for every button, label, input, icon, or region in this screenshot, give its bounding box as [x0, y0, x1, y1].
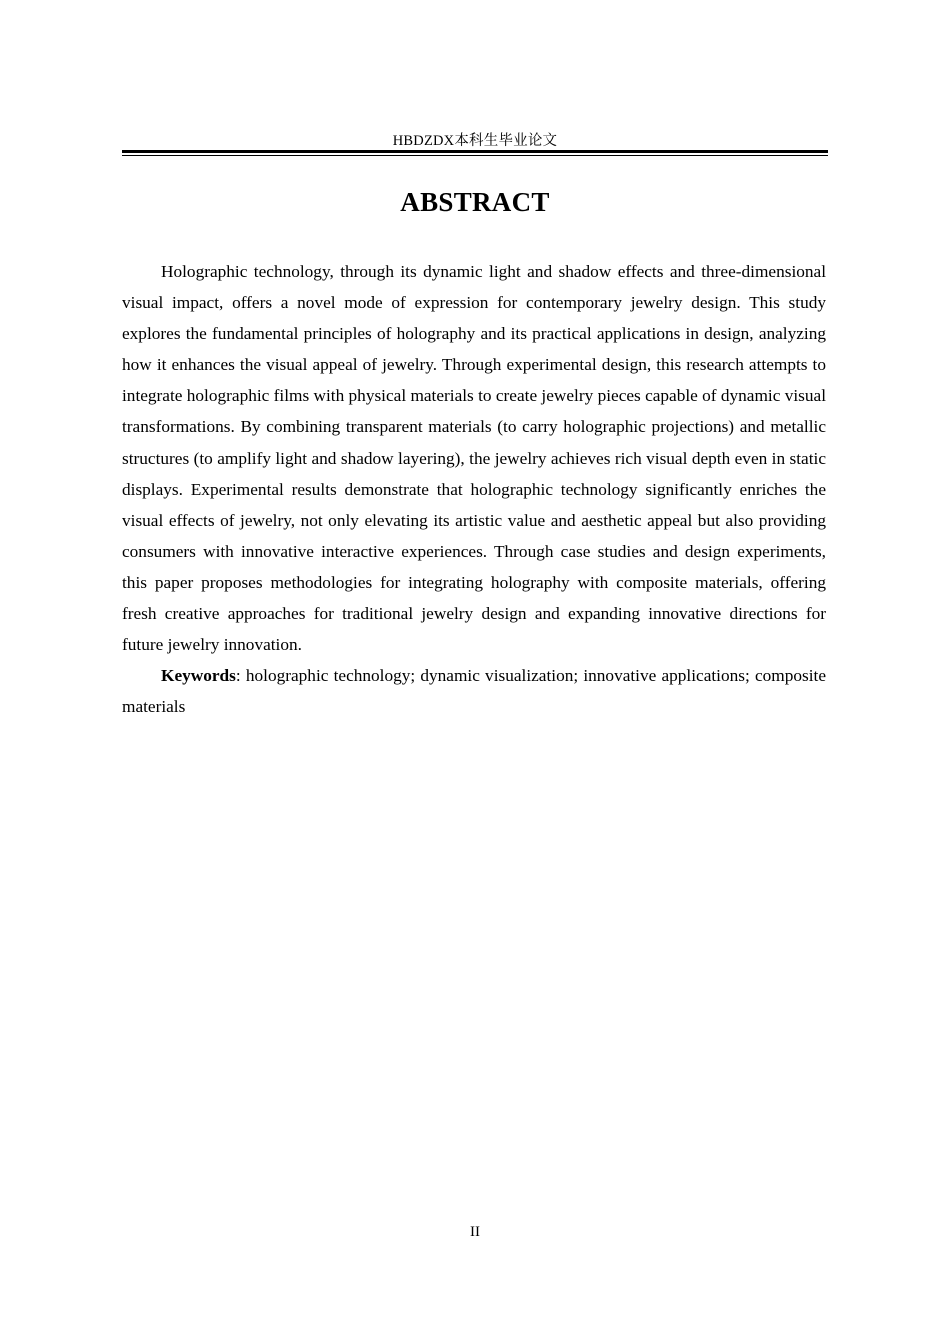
header-rule-thin: [122, 155, 828, 156]
keywords-label: Keywords: [161, 666, 236, 686]
running-header: HBDZDX本科生毕业论文: [392, 133, 558, 149]
header-rule-thick: [122, 150, 828, 153]
keywords-paragraph: [122, 660, 826, 722]
abstract-body: [122, 256, 826, 722]
page-number: II: [470, 1224, 480, 1240]
keywords-text: : holographic technology; dynamic visualization; innovative applications; composite materials: [122, 666, 826, 717]
abstract-title: ABSTRACT: [400, 187, 550, 217]
abstract-paragraph: Holographic technology, through its dynamic light and shadow effects and three-dimensional visual impact, offers a novel mode of expression for contemporary jewelry design. This study explores the fundamental principles of holography and its practical applications in design, analyzing how it enhances the visual appeal of jewelry. Through experimental design, this research attempts to integrate holographic films with physical materials to create jewelry pieces capable of dynamic visual transformations. By combining transparent materials (to carry holographic projections) and metallic structures (to amplify light and shadow layering), the jewelry achieves rich visual depth even in static displays. Experimental results demonstrate that holographic technology significantly enriches the visual effects of jewelry, not only elevating its artistic value and aesthetic appeal but also providing consumers with innovative interactive experiences. Through case studies and design experiments, this paper proposes methodologies for integrating holography with composite materials, offering fresh creative approaches for traditional jewelry design and expanding innovative directions for future jewelry innovation.: [122, 262, 826, 655]
